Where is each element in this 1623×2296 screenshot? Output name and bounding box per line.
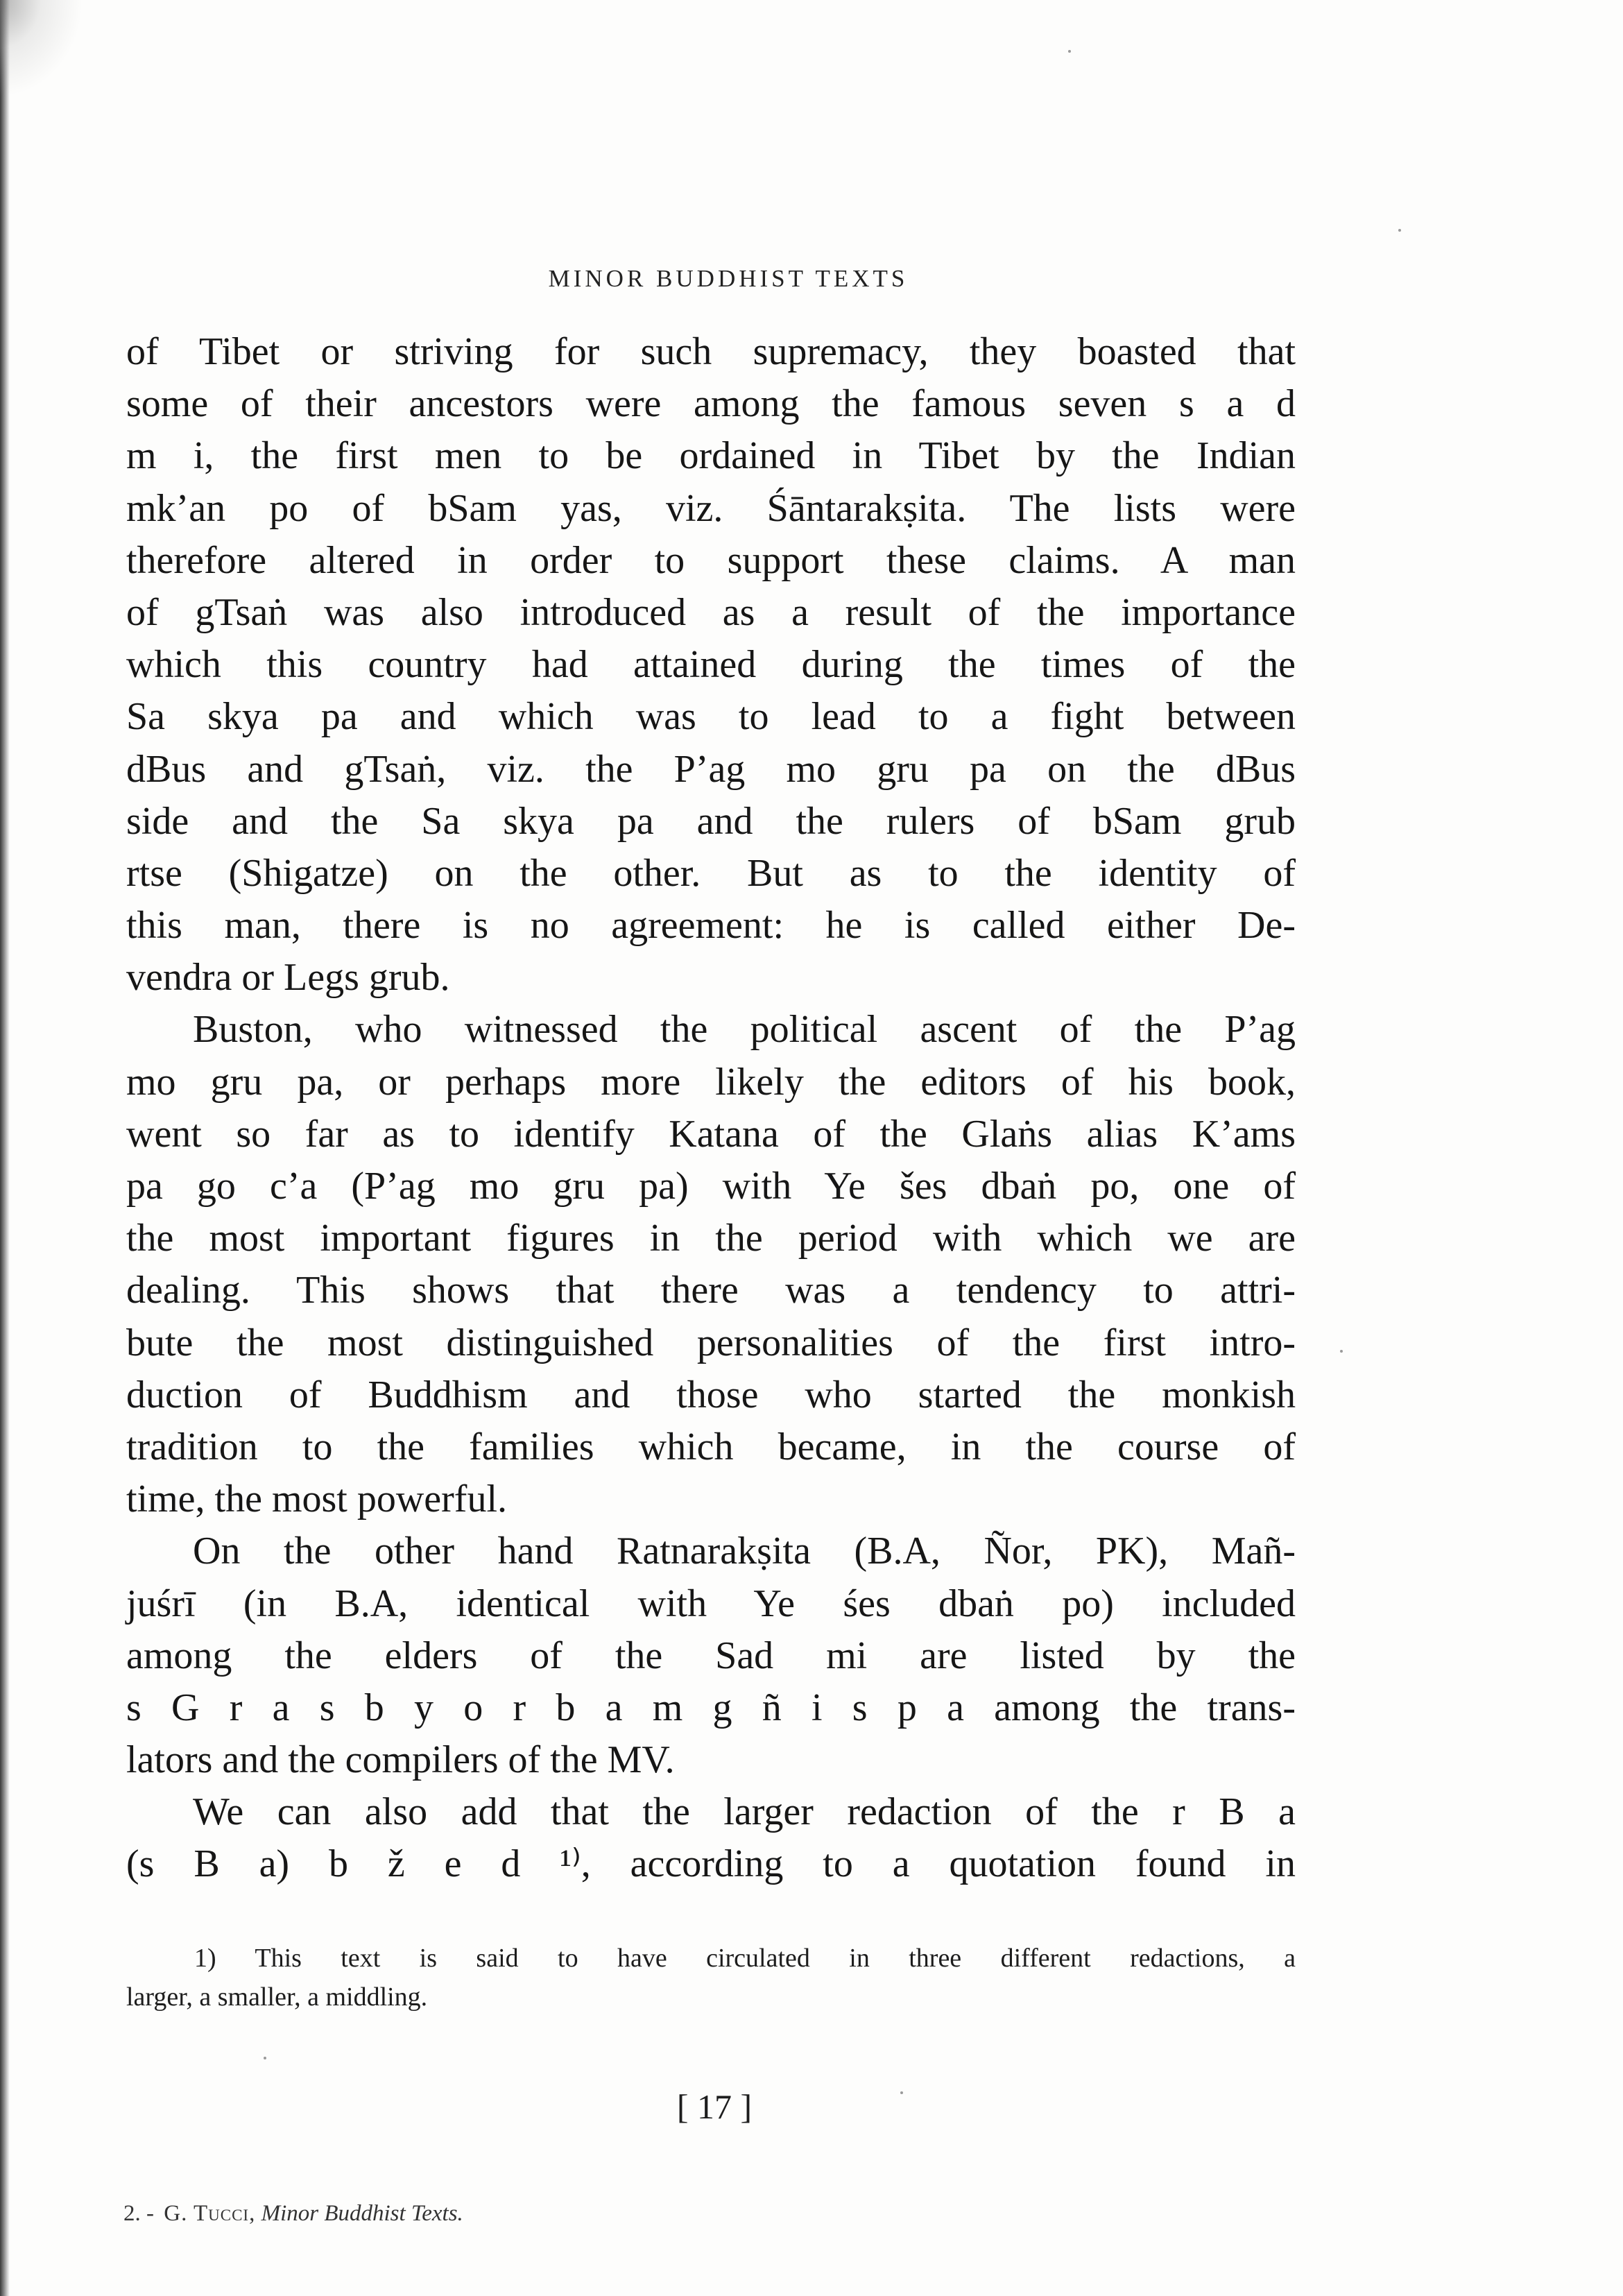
- text-line: of Tibet or striving for such supremacy, they boasted that: [126, 330, 1296, 373]
- scan-speck: [1340, 1350, 1343, 1353]
- signature-mark: [123, 2201, 463, 2227]
- text-line: bute the most distinguished personalities of the first intro-: [126, 1321, 1296, 1364]
- text-line: vendra or Legs grub.: [126, 956, 450, 1000]
- text-line: side and the Sa skya pa and the rulers of bSam grub: [126, 799, 1296, 843]
- footnote: [126, 1939, 1296, 2016]
- text-line: Sa skya pa and which was to lead to a fight between: [126, 695, 1296, 739]
- footnote-line: larger, a smaller, a middling.: [126, 1982, 428, 2012]
- page-number: [ 17 ]: [676, 2087, 753, 2126]
- scan-speck: [900, 2091, 903, 2094]
- text-line: some of their ancestors were among the famous seven s a d: [126, 382, 1296, 426]
- text-line: Buston, who witnessed the political ascent of the P’ag: [193, 1008, 1296, 1052]
- text-line: On the other hand Ratnarakṣita (B.A, Ñor, PK), Mañ-: [193, 1530, 1296, 1573]
- scan-speck: [264, 2057, 266, 2059]
- text-line: therefore altered in order to support these claims. A man: [126, 538, 1296, 582]
- text-line: time, the most powerful.: [126, 1477, 508, 1521]
- running-head: MINOR BUDDHIST TEXTS: [548, 265, 909, 292]
- text-line: pa go c’a (P’ag mo gru pa) with Ye šes dbaṅ po, one of: [126, 1165, 1296, 1208]
- footnote-line: 1) This text is said to have circulated in three different redactions, a: [194, 1944, 1296, 1973]
- text-line: mo gru pa, or perhaps more likely the editors of his book,: [126, 1060, 1296, 1104]
- text-line: lators and the compilers of the MV.: [126, 1738, 675, 1782]
- text-line: this man, there is no agreement: he is called either De-: [126, 904, 1296, 948]
- text-line: (s B a) b ž e d ¹⁾, according to a quotation found in: [126, 1842, 1296, 1886]
- text-line: m i, the first men to be ordained in Tibet by the Indian: [126, 434, 1296, 478]
- body-text: [126, 326, 1296, 1891]
- text-line: which this country had attained during the times of the: [126, 643, 1296, 687]
- text-line: of gTsaṅ was also introduced as a result of the importance: [126, 590, 1296, 634]
- text-line: dealing. This shows that there was a tendency to attri-: [126, 1269, 1296, 1312]
- text-line: tradition to the families which became, in the course of: [126, 1425, 1296, 1468]
- text-line: s G r a s b y o r b a m g ñ i s p a among the trans-: [126, 1686, 1296, 1729]
- signature-author: G. Tucci,: [164, 2201, 256, 2226]
- scan-speck: [1398, 229, 1401, 232]
- text-line: among the elders of the Sad mi are listed by the: [126, 1634, 1296, 1677]
- scan-corner-shadow: [0, 0, 83, 97]
- text-line: went so far as to identify Katana of the Glaṅs alias K’ams: [126, 1112, 1296, 1156]
- scan-speck: [1068, 50, 1071, 53]
- text-line: rtse (Shigatze) on the other. But as to the identity of: [126, 851, 1296, 895]
- text-line: juśrī (in B.A, identical with Ye śes dbaṅ po) included: [126, 1582, 1296, 1625]
- text-line: mk’an po of bSam yas, viz. Śāntarakṣita. The lists were: [126, 486, 1296, 530]
- signature-title: Minor Buddhist Texts.: [261, 2201, 463, 2226]
- signature-number: 2. -: [123, 2201, 154, 2226]
- scan-binding-edge: [0, 0, 10, 2296]
- text-line: the most important figures in the period with which we are: [126, 1217, 1296, 1260]
- text-line: duction of Buddhism and those who started the monkish: [126, 1373, 1296, 1416]
- text-line: dBus and gTsaṅ, viz. the P’ag mo gru pa on the dBus: [126, 747, 1296, 791]
- text-line: We can also add that the larger redaction of the r B a: [193, 1790, 1296, 1834]
